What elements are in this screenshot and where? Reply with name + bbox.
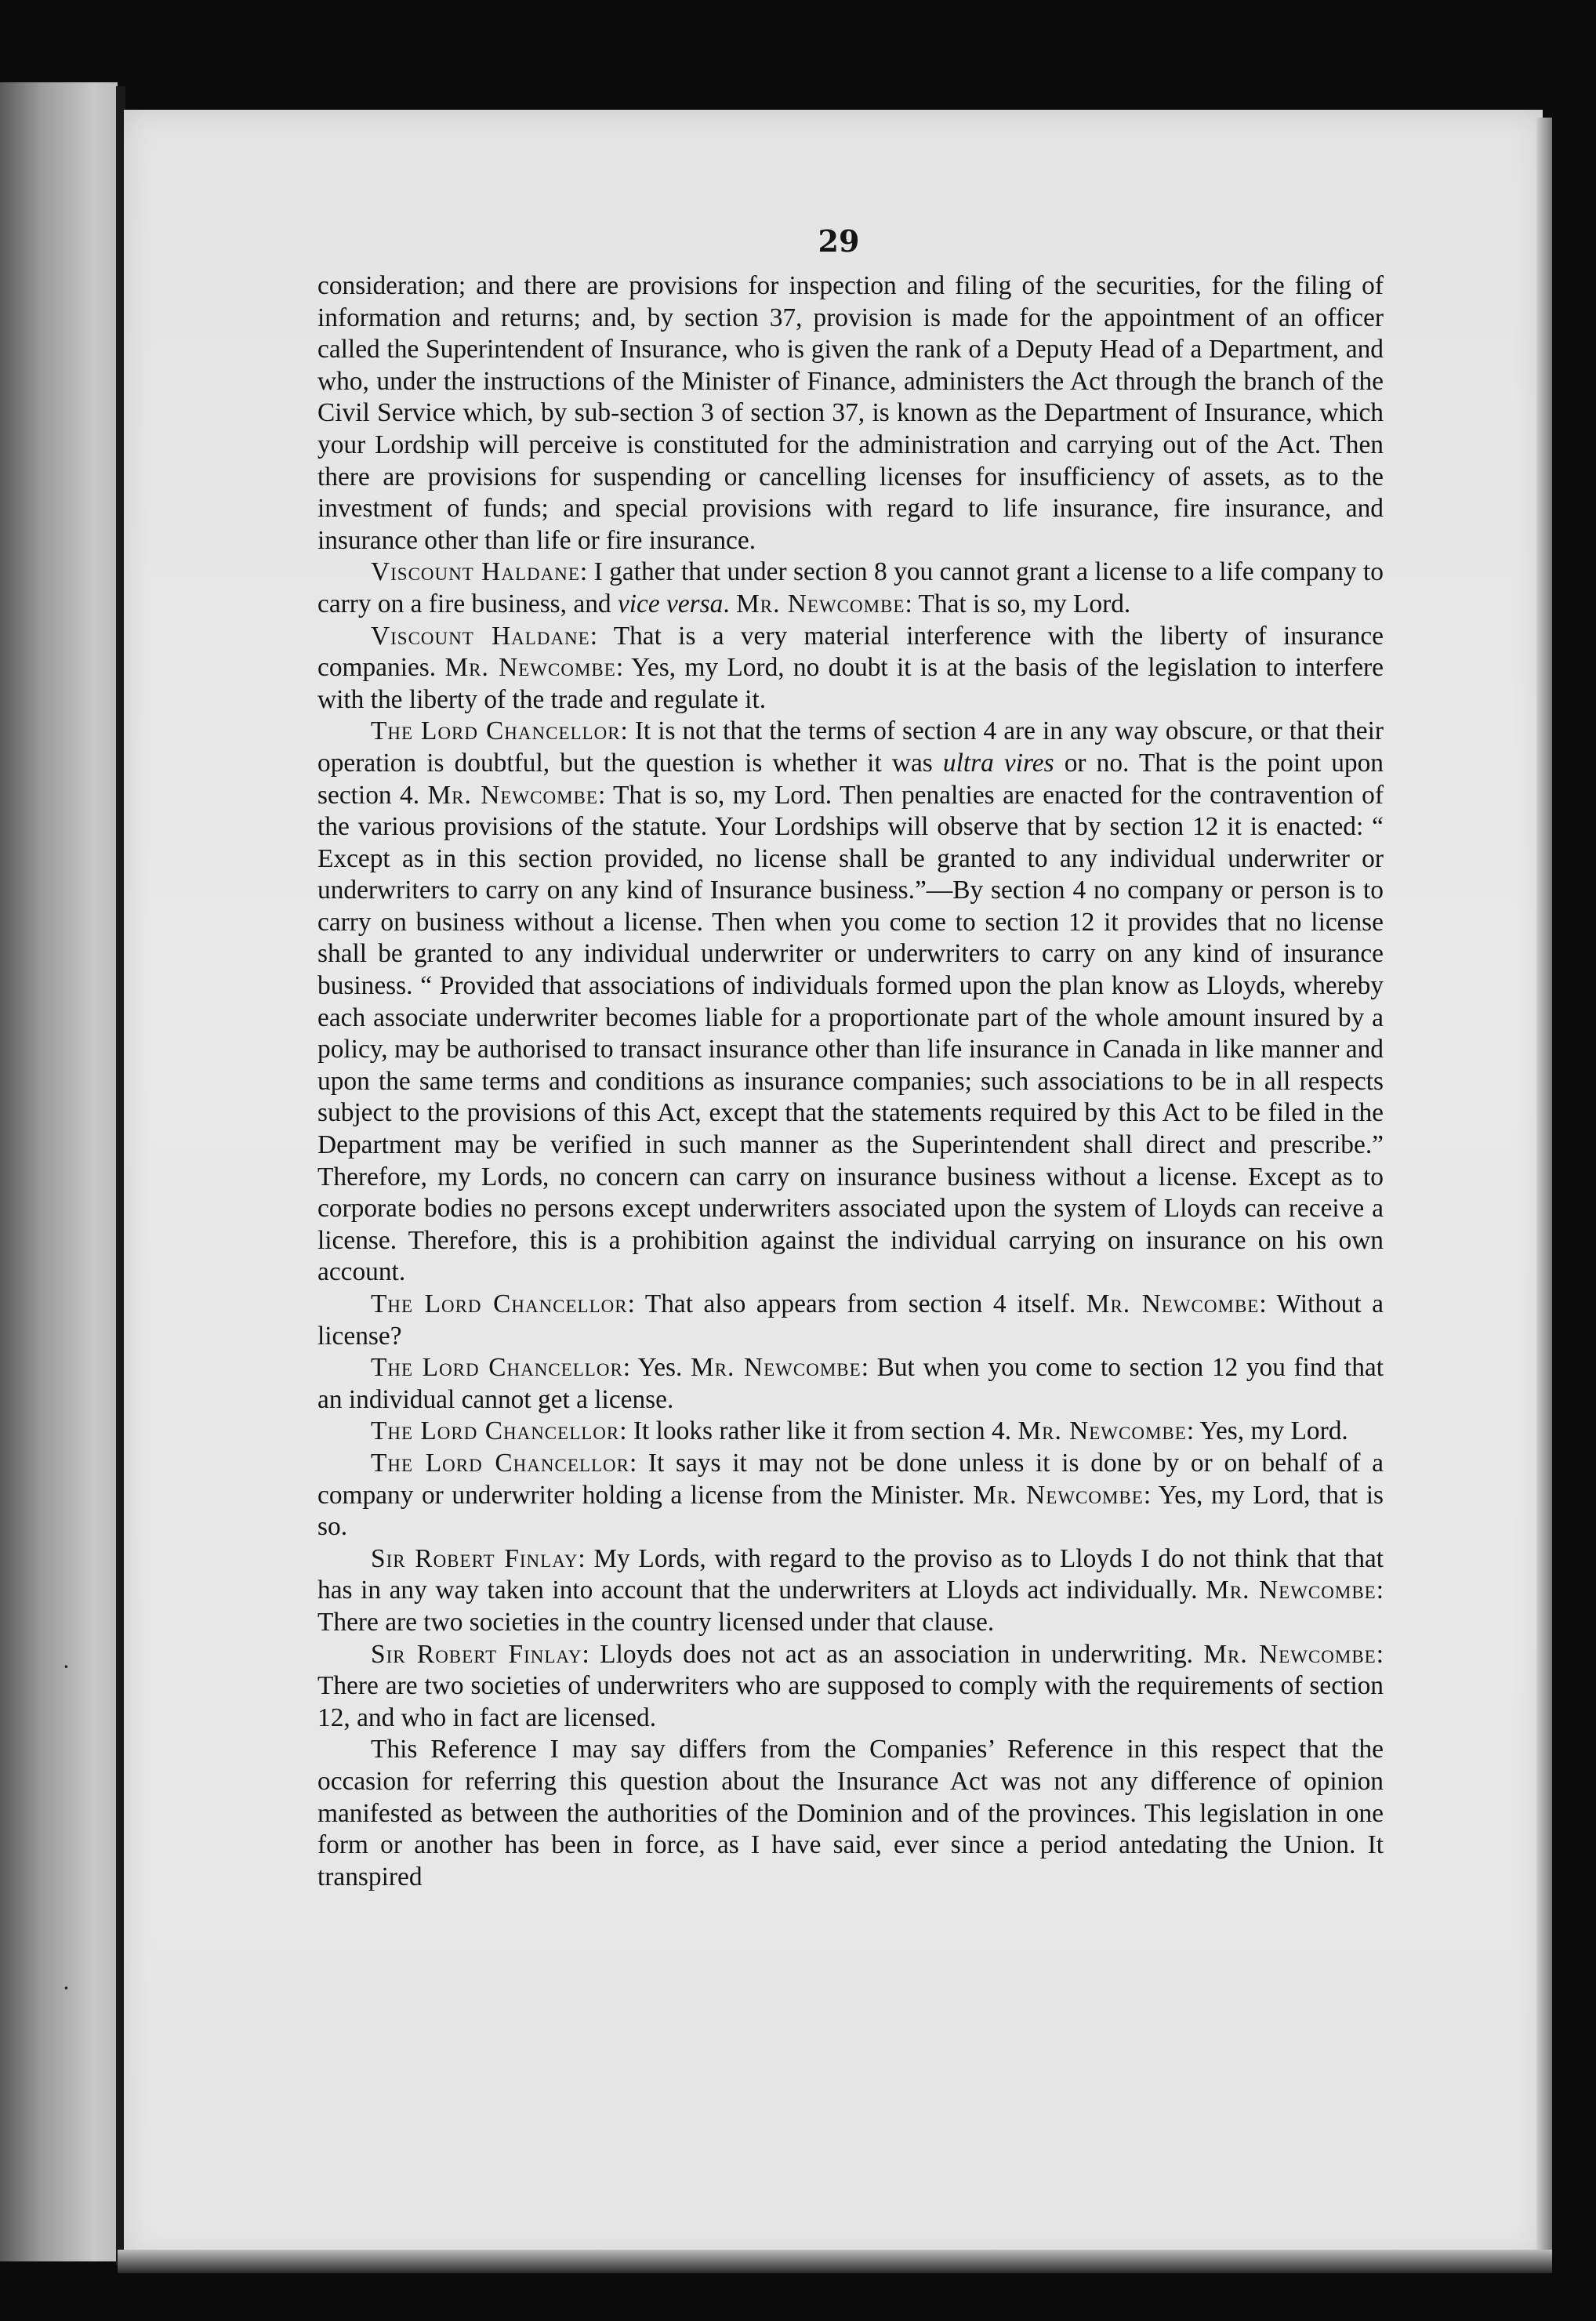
speaker-name: Viscount Haldane — [371, 557, 580, 587]
italic-text: vice versa — [617, 589, 724, 618]
page-right-edge — [1536, 118, 1552, 2258]
speaker-name: Mr. Newcombe — [1086, 1289, 1260, 1318]
text-run: : It says it may not be done unless it is done by or on behalf of a company or underwriter holding a license from the Minister. — [317, 1448, 1384, 1510]
text-run: : I gather that under section 8 you cannot grant a license to a life company to carry on a fire business, and — [317, 557, 1384, 618]
text-run: : Yes, my Lord, that is so. — [317, 1480, 1384, 1542]
text-run: : It looks rather like it from section 4. — [619, 1416, 1018, 1446]
paragraph — [317, 716, 1384, 1289]
text-run: This Reference I may say differs from the Companies’ Reference in this respect that the occasion for referring this question about the Insurance Act was not any difference of opinion manifested as between the authorities of the Dominion and of the provinces. This legislation in one form or another has been in force, as I have said, ever since a period antedating the Union. It transpired — [317, 1735, 1384, 1891]
text-run: : Lloyds does not act as an association in underwriting. — [582, 1639, 1204, 1669]
paragraph — [317, 1289, 1384, 1352]
paragraph — [317, 1416, 1384, 1448]
text-run: : That also appears from section 4 itself. — [627, 1289, 1086, 1318]
margin-mark: · — [63, 1975, 70, 2001]
speaker-name: Mr. Newcombe — [444, 653, 616, 683]
speaker-name: Mr. Newcombe — [1203, 1639, 1377, 1669]
speaker-name: The Lord Chancellor — [371, 1353, 623, 1383]
text-run: : But when you come to section 12 you find that an individual cannot get a license. — [317, 1353, 1384, 1414]
speaker-name: The Lord Chancellor — [371, 1448, 629, 1478]
text-run: : That is a very material interference with the liberty of insurance companies. — [317, 621, 1384, 683]
paragraph — [317, 1448, 1384, 1543]
speaker-name: Sir Robert Finlay — [371, 1639, 582, 1669]
paragraph — [317, 1543, 1384, 1639]
margin-mark: · — [63, 1654, 70, 1680]
speaker-name: The Lord Chancellor — [371, 1289, 628, 1318]
text-run: : Yes. — [622, 1353, 691, 1383]
text-run: : Yes, my Lord, no doubt it is at the basis of the legislation to interfere with the liberty of the trade and regulate it. — [317, 653, 1384, 714]
speaker-name: The Lord Chancellor — [371, 1416, 620, 1446]
text-run: : There are two societies of underwriters who are supposed to comply with the requirements of section 12, and who in fact are licensed. — [317, 1639, 1384, 1732]
facing-page-edge — [0, 82, 118, 2261]
speaker-name: Mr. Newcombe — [691, 1353, 861, 1383]
speaker-name: Mr. Newcombe — [1206, 1576, 1377, 1605]
speaker-name: Sir Robert Finlay — [371, 1543, 579, 1573]
page-bottom-edge — [118, 2250, 1552, 2273]
text-run: : That is so, my Lord. Then penalties are enacted for the contravention of the various provisions of the statute. Your Lordships will observe that by section 12 it is enacted: “ Except as in this section provided, no license shall be granted to any individual underwriter or underwriters to carry on any kind of Insurance business.”—By section 4 no company or person is to carry on business without a license. Then when you come to section 12 it provides that no license shall be granted to any individual underwriter or underwriters to carry on any kind of insurance business. “ Provided that associations of individuals formed upon the plan know as Lloyds, whereby each associate underwriter becomes liable for a proportionate part of the whole amount insured by a policy, may be authorised to transact insurance other than life insurance in Canada in like manner and upon the same terms and conditions as insurance companies; such associations to be in all respects subject to the provisions of this Act, except that the statements required by this Act to be filed in the Department may be verified in such manner as the Superintendent shall direct and prescribe.” Therefore, my Lords, no concern can carry on insurance business without a license. Except as to corporate bodies no persons except underwriters associated upon the system of Lloyds can receive a license. Therefore, this is a prohibition against the individual carrying on insurance on his own account. — [317, 780, 1384, 1287]
text-run: . — [723, 589, 737, 618]
text-run: consideration; and there are provisions for inspection and filing of the securities, for the filing of information and returns; and, by section 37, provision is made for the appointment of an officer called the Superintendent of Insurance, who is given the rank of a Deputy Head of a Department, and who, under the instructions of the Minister of Finance, administers the Act through the branch of the Civil Service which, by sub-section 3 of section 37, is known as the Department of Insurance, which your Lordship will perceive is constituted for the administration and carrying out of the Act. Then there are provisions for suspending or cancelling licenses for insufficiency of assets, as to the investment of funds; and special provisions with regard to life insurance, fire insurance, and insurance other than life or fire insurance. — [317, 271, 1384, 555]
text-run: : It is not that the terms of section 4 are in any way obscure, or that their operation is doubtful, but the question is whether it was — [317, 716, 1384, 778]
paragraph — [317, 557, 1384, 620]
speaker-name: Mr. Newcombe — [427, 780, 598, 810]
speaker-name: The Lord Chancellor — [371, 716, 621, 746]
text-run: or no. That is the point upon section 4. — [317, 748, 1384, 810]
paragraph — [317, 621, 1384, 716]
paragraph — [317, 1734, 1384, 1893]
speaker-name: Mr. Newcombe — [1017, 1416, 1187, 1446]
paragraph — [317, 1639, 1384, 1735]
speaker-name: Mr. Newcombe — [973, 1480, 1144, 1510]
page-number: 29 — [818, 223, 860, 259]
text-run: : There are two societies in the country licensed under that clause. — [317, 1576, 1384, 1637]
text-run: : Yes, my Lord. — [1186, 1416, 1348, 1446]
text-run: : My Lords, with regard to the proviso as to Lloyds I do not think that that has in any way taken into account that the underwriters at Lloyds act individually. — [317, 1543, 1384, 1605]
paragraph — [317, 270, 1384, 557]
text-run: : Without a license? — [317, 1289, 1384, 1351]
speaker-name: Mr. Newcombe — [736, 589, 905, 618]
italic-text: ultra vires — [942, 748, 1054, 778]
body-text — [317, 270, 1384, 1893]
speaker-name: Viscount Haldane — [371, 621, 590, 651]
text-run: : That is so, my Lord. — [905, 589, 1131, 618]
paragraph — [317, 1352, 1384, 1416]
